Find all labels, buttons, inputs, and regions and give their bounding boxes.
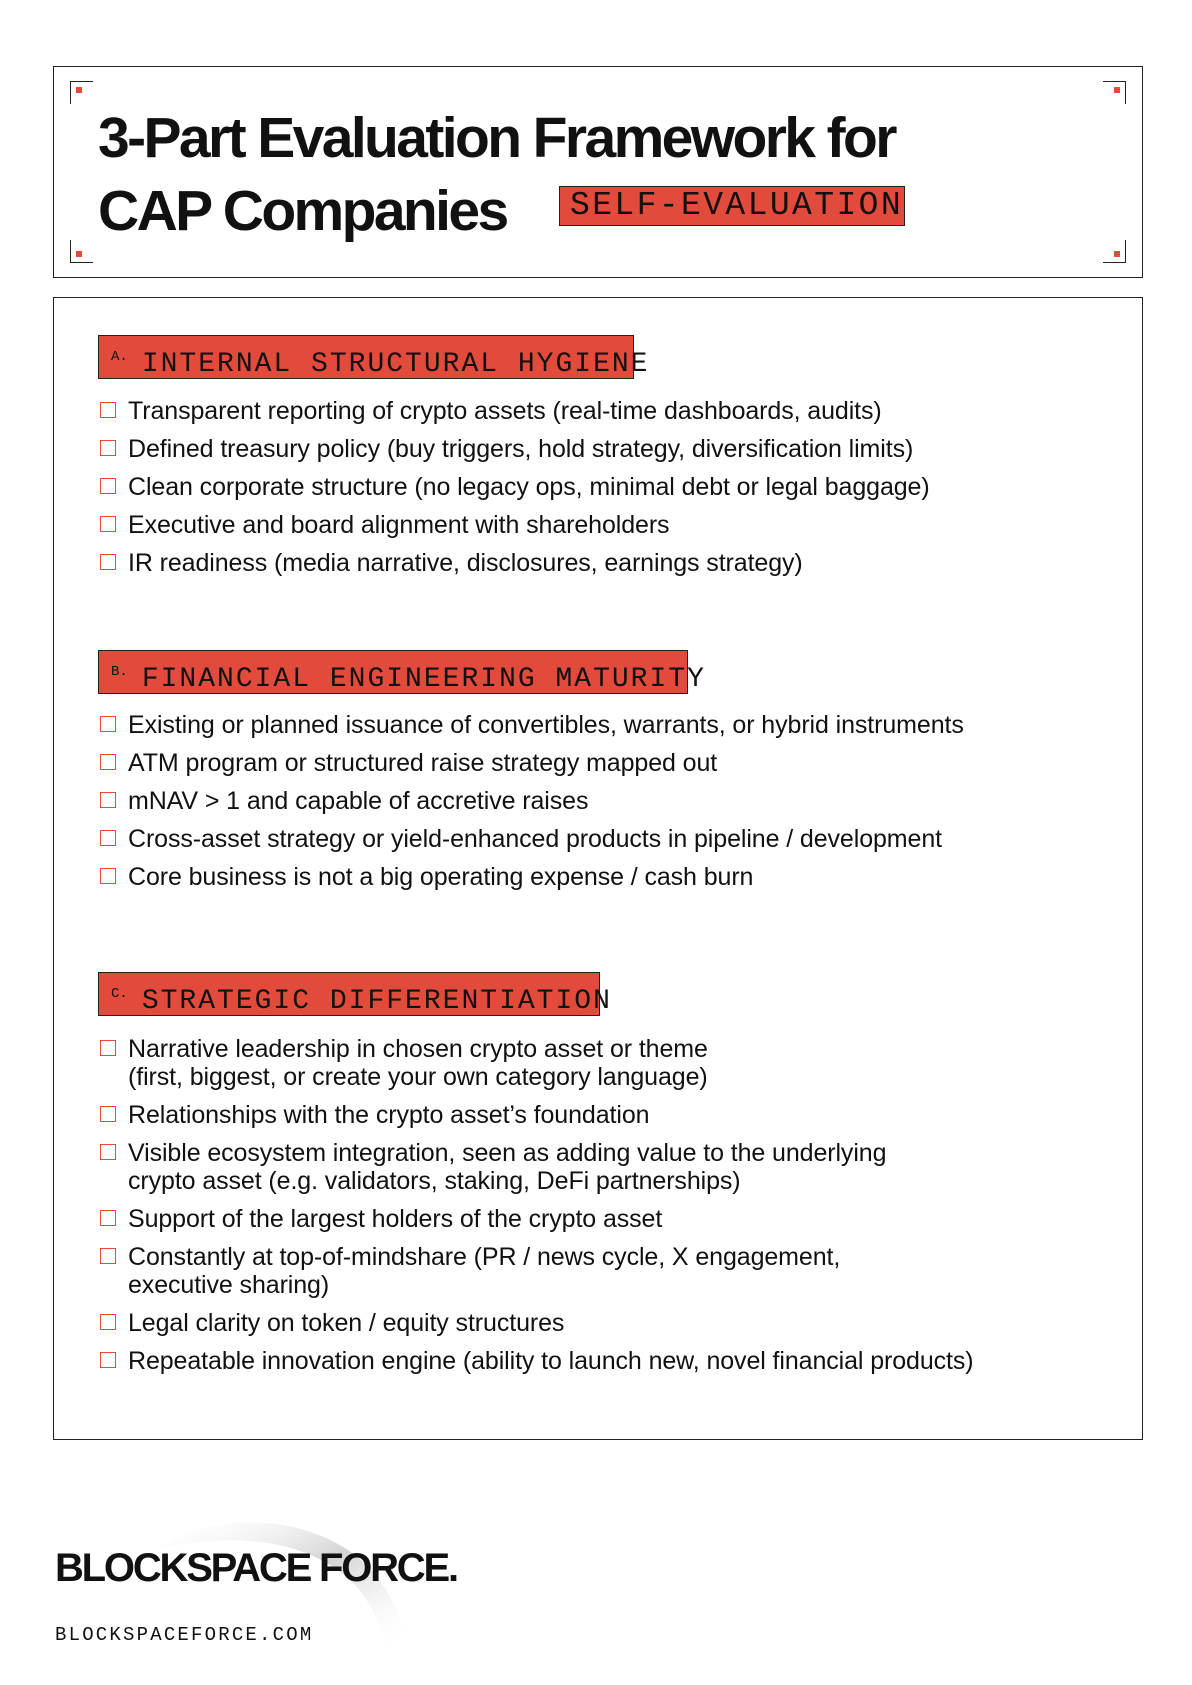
checklist-item[interactable]: mNAV > 1 and capable of accretive raises (98, 787, 964, 815)
checklist-item[interactable]: Defined treasury policy (buy triggers, hold strategy, diversification limits) (98, 435, 930, 463)
checkbox-icon[interactable] (100, 1210, 116, 1226)
checkbox-icon[interactable] (100, 478, 116, 494)
section-title: FINANCIAL ENGINEERING MATURITY (141, 664, 706, 695)
section-b-checklist (98, 711, 964, 901)
brand-logo[interactable] (55, 1518, 455, 1608)
checklist-item[interactable]: Support of the largest holders of the crypto asset (98, 1205, 974, 1233)
checklist-item[interactable]: Legal clarity on token / equity structures (98, 1309, 974, 1337)
checkbox-icon[interactable] (100, 792, 116, 808)
section-letter: C. (111, 986, 128, 1002)
checkbox-icon[interactable] (100, 1144, 116, 1160)
checkbox-icon[interactable] (100, 1248, 116, 1264)
section-a-checklist (98, 397, 930, 587)
checklist-item[interactable]: Narrative leadership in chosen crypto asset or theme (first, biggest, or create your own category language) (98, 1035, 974, 1091)
self-evaluation-badge: SELF-EVALUATION (559, 186, 905, 226)
section-letter: A. (111, 349, 128, 365)
checkbox-icon[interactable] (100, 402, 116, 418)
checklist-item[interactable]: Executive and board alignment with shareholders (98, 511, 930, 539)
checklist-item[interactable]: Clean corporate structure (no legacy ops, minimal debt or legal baggage) (98, 473, 930, 501)
header-frame (53, 66, 1143, 278)
checklist-item[interactable]: Existing or planned issuance of convertibles, warrants, or hybrid instruments (98, 711, 964, 739)
checkbox-icon[interactable] (100, 1314, 116, 1330)
section-a-header (98, 335, 650, 380)
checkbox-icon[interactable] (100, 1352, 116, 1368)
checklist-item[interactable]: Core business is not a big operating expense / cash burn (98, 863, 964, 891)
checklist-item[interactable]: ATM program or structured raise strategy mapped out (98, 749, 964, 777)
checklist-item[interactable]: Cross-asset strategy or yield-enhanced products in pipeline / development (98, 825, 964, 853)
logo-wordmark: BLOCKSPACE FORCE. (55, 1546, 457, 1590)
section-b-header (98, 650, 706, 695)
checklist-item[interactable]: IR readiness (media narrative, disclosures, earnings strategy) (98, 549, 930, 577)
checkbox-icon[interactable] (100, 440, 116, 456)
checkbox-icon[interactable] (100, 554, 116, 570)
checklist-panel (53, 297, 1143, 1440)
section-title: STRATEGIC DIFFERENTIATION (141, 986, 612, 1017)
checkbox-icon[interactable] (100, 754, 116, 770)
section-c-checklist (98, 1035, 974, 1385)
corner-mark-bottom-left (70, 240, 93, 263)
checkbox-icon[interactable] (100, 1040, 116, 1056)
checkbox-icon[interactable] (100, 716, 116, 732)
corner-mark-top-right (1103, 81, 1126, 104)
section-letter: B. (111, 664, 128, 680)
checkbox-icon[interactable] (100, 868, 116, 884)
page-title-line-2: CAP Companies (98, 179, 507, 243)
section-c-header (98, 972, 612, 1017)
checkbox-icon[interactable] (100, 830, 116, 846)
checklist-item[interactable]: Visible ecosystem integration, seen as adding value to the underlying crypto asset (e.g. validators, staking, DeFi partnerships) (98, 1139, 974, 1195)
checkbox-icon[interactable] (100, 1106, 116, 1122)
checklist-item[interactable]: Repeatable innovation engine (ability to launch new, novel financial products) (98, 1347, 974, 1375)
checkbox-icon[interactable] (100, 516, 116, 532)
corner-mark-top-left (70, 81, 93, 104)
checklist-item[interactable]: Transparent reporting of crypto assets (real-time dashboards, audits) (98, 397, 930, 425)
checklist-item[interactable]: Constantly at top-of-mindshare (PR / news cycle, X engagement, executive sharing) (98, 1243, 974, 1299)
section-title: INTERNAL STRUCTURAL HYGIENE (141, 349, 650, 380)
website-link[interactable]: BLOCKSPACEFORCE.COM (55, 1624, 314, 1646)
page-title-line-1: 3-Part Evaluation Framework for (98, 106, 895, 170)
checklist-item[interactable]: Relationships with the crypto asset’s foundation (98, 1101, 974, 1129)
corner-mark-bottom-right (1103, 240, 1126, 263)
